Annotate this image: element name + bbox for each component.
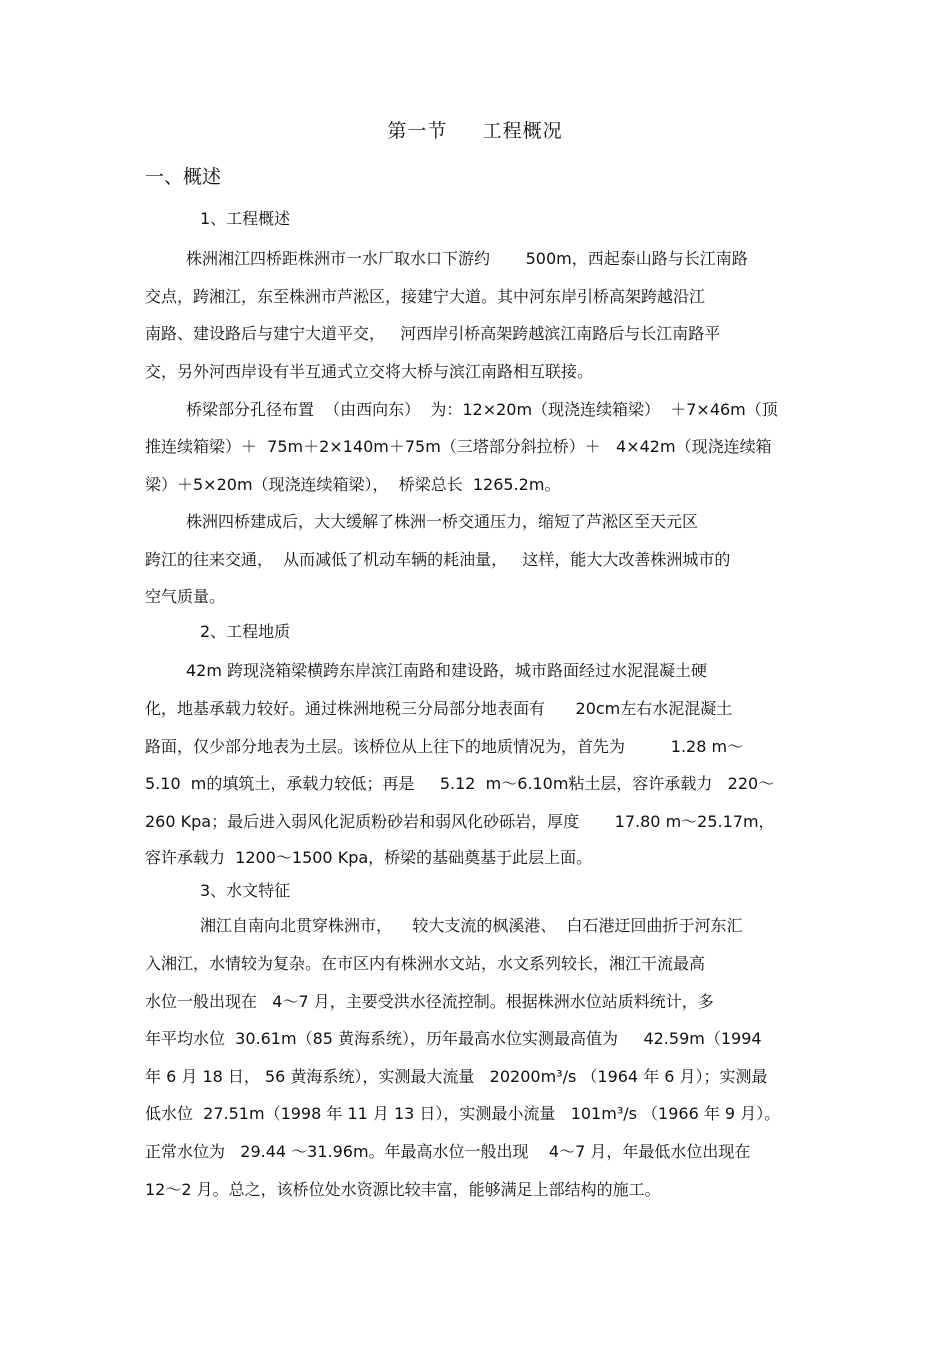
paragraph-line: 株洲湘江四桥距株洲市一水厂取水口下游约 500m，西起泰山路与长江南路 xyxy=(186,249,748,268)
paragraph-line: 42m 跨现浇箱梁横跨东岸滨江南路和建设路，城市路面经过水泥混凝土硬 xyxy=(186,661,708,680)
page-title: 第一节 工程概况 xyxy=(387,120,563,142)
section-heading: 一、概述 xyxy=(145,166,222,188)
paragraph-line: 株洲四桥建成后，大大缓解了株洲一桥交通压力，缩短了芦淞区至天元区 xyxy=(186,512,699,531)
paragraph-line: 12～2 月。总之，该桥位处水资源比较丰富，能够满足上部结构的施工。 xyxy=(145,1180,661,1199)
paragraph-line: 低水位 27.51m（1998 年 11 月 13 日），实测最小流量 101m³/s （1966 年 9 月）。 xyxy=(145,1104,781,1123)
paragraph-line: 推连续箱梁）＋ 75m＋2×140m＋75m（三塔部分斜拉桥）＋ 4×42m（现浇连续箱 xyxy=(145,437,772,456)
paragraph-line: 260 Kpa；最后进入弱风化泥质粉砂岩和弱风化砂砾岩，厚度 17.80 m～25.17m， xyxy=(145,812,775,831)
paragraph-line: 入湘江，水情较为复杂。在市区内有株洲水文站，水文系列较长，湘江干流最高 xyxy=(145,954,706,973)
paragraph-line: 交，另外河西岸设有半互通式立交将大桥与滨江南路相互联接。 xyxy=(145,362,594,381)
paragraph-line: 年平均水位 30.61m（85 黄海系统），历年最高水位实测最高值为 42.59m（1994 xyxy=(145,1029,762,1048)
subsection-heading-geology: 2、工程地质 xyxy=(200,622,291,641)
paragraph-line: 桥梁部分孔径布置 （由西向东） 为：12×20m（现浇连续箱梁） ＋7×46m（顶 xyxy=(186,400,778,419)
paragraph-line: 正常水位为 29.44 ～31.96m。年最高水位一般出现 4～7 月，年最低水位出现在 xyxy=(145,1142,751,1161)
paragraph-line: 空气质量。 xyxy=(145,587,226,606)
paragraph-line: 容许承载力 1200～1500 Kpa，桥梁的基础奠基于此层上面。 xyxy=(145,848,593,867)
paragraph-line: 路面，仅少部分地表为土层。该桥位从上往下的地质情况为，首先为 1.28 m～ xyxy=(145,737,744,756)
paragraph-line: 跨江的往来交通， 从而减低了机动车辆的耗油量， 这样，能大大改善株洲城市的 xyxy=(145,550,731,569)
paragraph-line: 梁）＋5×20m（现浇连续箱梁）， 桥梁总长 1265.2m。 xyxy=(145,475,561,494)
paragraph-line: 湘江自南向北贯穿株洲市， 较大支流的枫溪港、 白石港迂回曲折于河东汇 xyxy=(200,916,743,935)
subsection-heading-overview: 1、工程概述 xyxy=(200,209,291,228)
paragraph-line: 南路、建设路后与建宁大道平交， 河西岸引桥高架跨越滨江南路后与长江南路平 xyxy=(145,324,721,343)
paragraph-line: 化，地基承载力较好。通过株洲地税三分局部分地表面有 20cm左右水泥混凝土 xyxy=(145,699,733,718)
paragraph-line: 年 6 月 18 日， 56 黄海系统），实测最大流量 20200m³/s （1964 年 6 月）；实测最 xyxy=(145,1067,768,1086)
paragraph-line: 交点，跨湘江，东至株洲市芦淞区，接建宁大道。其中河东岸引桥高架跨越沿江 xyxy=(145,287,706,306)
subsection-heading-hydrology: 3、水文特征 xyxy=(200,881,291,900)
paragraph-line: 水位一般出现在 4～7 月，主要受洪水径流控制。根据株洲水位站质料统计，多 xyxy=(145,992,714,1011)
paragraph-line: 5.10 m的填筑土，承载力较低；再是 5.12 m～6.10m粘土层，容许承载力 220～ xyxy=(145,774,775,793)
